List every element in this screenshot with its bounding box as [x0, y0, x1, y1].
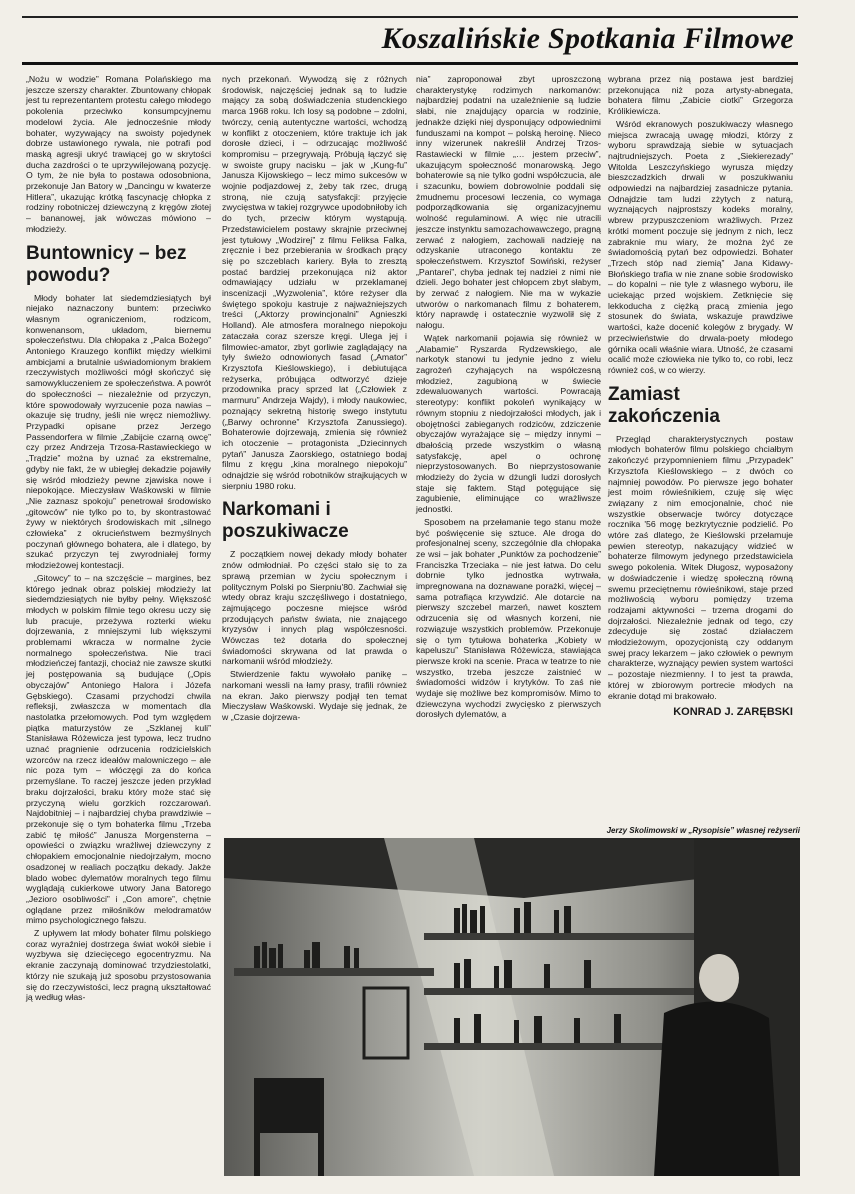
- column-4: [608, 74, 793, 824]
- column-3: [416, 74, 601, 824]
- paragraph: Z upływem lat młody bohater filmu polskiego coraz wyraźniej dostrzega świat wokół siebie i wyzbywa się dziecięcego egocentryzmu. Na ekranie zaczynają dominować trzydziestolatki, którzy nie szukają już sposobu przystosowania się do rzeczywistości, lecz pragną ukształtować ją według włas-: [26, 928, 211, 1003]
- paragraph: „Nożu w wodzie” Romana Polańskiego ma jeszcze szerszy charakter. Zbuntowany chłopak jest tu reprezentantem protestu całego młodego pokolenia przeciwko konsumpcyjnemu modelowi życia. Ale jednocześnie młody bohater, wyzywający na swoisty pojedynek dobrze ustawionego rywala, nie potrafi pod maską agresji ukryć trawiącej go w skrytości ducha zazdrości o te uprzywilejowaną pozycję. O tym, że nie była to postawa odosobniona, przekonuje Jan Batory w „Dancingu w kwaterze Hitlera”, ukazując krótką fascynację chłopka z rodziny robotniczej dziewczyną z kręgów złotej – bananowej, jak wówczas mówiono – młodzieży.: [26, 74, 211, 234]
- column-2: [222, 74, 407, 824]
- paragraph: Wśród ekranowych poszukiwaczy własnego miejsca zwracają uwagę młodzi, którzy z wyboru sprawdzają siebie w sytuacjach najtrudniejszych. Poeta z „Siekierezady” Witolda Leszczyńskiego wyrusza między bieszczadzkich drwali w poszukiwaniu odpowiedzi na najbardziej zasadnicze pytania. Odnajdzie tam ludzi zżytych z naturą, wyznających najprostszy kodeks moralny, wbrew przypuszczeniom wrażliwych. Przez krótki moment poczuje się jednym z nich, lecz zabraknie mu wiary, że można żyć ze świadomością pytań bez odpowiedzi. Bohater „Trzech stóp nad ziemią” Jana Kidawy-Błońskiego trafia w nie znane sobie środowisko – do kopalni – nie tyle z własnego wyboru, ile uciekając przed wojskiem. Zetknięcie się lekkoducha z ciężką pracą zmienia jego stosunek do świata, wskazuje prawdziwe wartości, każe docenić kolegów z brygady. W przeciwieństwie do drwala-poety młodego górnika ocali właśnie wiara. Utność, że czasami ocalić może człowieka nie tylko to, co robi, lecz również coś, w co wierzy.: [608, 118, 793, 375]
- author-signature: KONRAD J. ZARĘBSKI: [673, 706, 793, 719]
- top-rule: [22, 16, 798, 18]
- section-heading: Narkomani i poszukiwacze: [222, 499, 349, 543]
- paragraph: „Gitowcy” to – na szczęście – margines, bez którego jednak obraz polskiej młodzieży lat siedemdziesiątych nie byłby pełny. Większość młodych w polskim filmie tego okresu uczy się lub pracuje, przeżywa rozterki wieku dojrzewania, z mniejszymi lub większymi problemami wkracza w normalne życie normalnego społeczeństwa. Nie traci młodzieńczej fantazji, chociaż nie zawsze skutki jej postępowania są budujące („Opis obyczajów” Antoniego Halora i Józefa Gębskiego). Czasami przychodzi chwila refleksji, zwłaszcza w momentach dla nastolatka przełomowych. Pod tym względem piątka maturzystów ze „Szklanej kuli” Stanisława Różewicza jest typowa, lecz trudno uznać pragnienie odrzucenia rodzicielskich wzorców na rzecz ideałów malowniczego – ale nic poza tym – włóczęgi za do końca przemyślane. To raczej jeszcze jeden przykład braku dojrzałości, braku który może stać się przyczyną wielu gorzkich rozczarowań. Najdobitniej – i najbardziej chyba prawdziwie – przekonuje się o tym bohaterka filmu „Trzeba zabić tę miłość” Janusza Morgensterna – opowieści o związku wrażliwej dziewczyny z chłopakiem emocjonalnie niedojrzałym, mocno osadzonej w realiach początku dekady. Jakże blado wobec dylematów moralnych tego filmu wyglądają cukierkowe utwory Jana Batorego „Jezioro osobliwości” i „Con amore”, chętnie oglądane przez miłośników melodramatów mimo psychologicznego fałszu.: [26, 572, 211, 926]
- paragraph: Z początkiem nowej dekady młody bohater znów odmłodniał. Po części stało się to za sprawą przemian w życiu społecznym i politycznym Polski po Sierpniu'80. Zachwiał się wtedy obraz kraju szczęśliwego i dostatniego, zajmującego poczesne miejsce wśród przodujących państw świata, nie znającego kryzysów i innych plag współczesności. Wówczas też dotarła do społecznej świadomości skrywana od lat prawda o narkomanii wśród młodzieży.: [222, 549, 407, 667]
- paragraph: Przegląd charakterystycznych postaw młodych bohaterów filmu polskiego chciałbym zakończyć przypomnieniem filmu „Przypadek” Krzysztofa Kieślowskiego – z dwóch co najmniej powodów. Po pierwsze jego bohater jest moim rówieśnikiem, czuję się więc związany z nim emocjonalnie, choć nie wszystkie obserwacje twórcy dotyczące rocznika '56 mogę bezkrytycznie podzielić. Po wtóre zaś dlatego, że Kieślowski przełamuje pewien stereotyp, nakazujący widzieć w bohaterze filmowym jedynego przedstawiciela swego pokolenia. Witek Długosz, wyposażony w doświadczenie i wiedzę społeczną równą swemu przeciętnemu rówieśnikowi, staje przed możliwością wyboru pomiędzy trzema rodzajami aktywności – trzema drogami do dojrzałości. Niezależnie jednak od tego, czy zdecyduje się zostać działaczem młodzieżowym, opozycjonistą czy oddanym swej pracy lekarzem – jako człowiek o pewnym charakterze, wyznający pewien system wartości – pozostaje niezmienny. I to jest ta prawda, której w zbiorowym portrecie młodych na ekranie dotąd mi brakowało.: [608, 433, 793, 701]
- paragraph: Młody bohater lat siedemdziesiątych był niejako naznaczony buntem: przeciwko własnym ograniczeniom, rodzicom, konwenansom, układom, biernemu społeczeństwu. Dla chłopaka z „Palca Bożego” Antoniego Krauzego konflikt między wielkimi ambicjami a brutalnie uświadomionym brakiem rzeczywistych możliwości mógł skończyć się samowykluczeniem ze społeczeństwa. A powrót do społeczności – niezależnie od przyczyn, które spowodowały wyrzucenie poza nawias – okazuje się trudny, jeśli nie wręcz niemożliwy. Przypadki opisane przez Jerzego Passendorfera w filmie „Zabijcie czarną owcę” czy przez Andrzeja Trzosa-Rastawieckiego w „Trądzie” można by uznać za ekstremalne, gdyby nie fakt, że w ubiegłej dekadzie pojawiły się wśród młodzieży pewne zjawiska nowe i niepokojące. Mieczysław Waśkowski w filmie „Nie zaznasz spokoju” penetrował środowisko „gitowców” nie tylko po to, by skontrastować żywy w niektórych środowiskach mit „silnego człowieka” z okrucieństwem bezmyślnych poczynań głównego bohatera, ale i dlatego, by szukać przyczyn tej zwyrodniałej formy młodzieżowej kontestacji.: [26, 292, 211, 571]
- paragraph: Stwierdzenie faktu wywołało panikę – narkomani wessli na łamy prasy, trafili również na ekran. Jako pierwszy podjął ten temat Mieczysław Waśkowski. Wydaje się jednak, że w „Czasie dojrzewa-: [222, 669, 407, 722]
- section-heading: Zamiast zakończenia: [608, 383, 720, 427]
- column-1: [26, 74, 211, 1174]
- paragraph: nych przekonań. Wywodzą się z różnych środowisk, najczęściej jednak są to ludzie mający za sobą doświadczenia studenckiego marca 1968 roku. Ich losy są podobne – zdolni, twórczy, cenią autentyczne wartości, wchodzą w konflikt z otoczeniem, które traktuje ich jak dorosłe dzieci, i – odrzucając możliwość kompromisu – przegrywają. Próbują łączyć się w swoiste grupy nacisku – jak w „Kung-fu” Janusza Kijowskiego – lecz mimo sukcesów w wojnie podjazdowej z, żeby tak rzec, drugą stroną, nie czują satysfakcji: przyjęcie zwycięstwa w takiej rozgrywce upodobniłoby ich do tych, przeciw którym wystąpują. Przedstawicielem postawy skrajnie przeciwnej jest tytułowy „Wodzirej” z filmu Feliksa Falka, zręcznie i bez przebierania w środkach prący się po szczeblach kariery. Była to zresztą postać bardziej przekonująca niż aktor odmawiający udziału w przeklamanej inscenizacji „Wyzwolenia”, które reżyser dla świętego spokoju kastruje z najważniejszych treści („Aktorzy prowincjonalni” Agnieszki Holland). Ale atmosfera moralnego niepokoju zataczała coraz szersze kręgi. Ulega jej i filmowiec-amator, zbyt gorliwie zaglądający na tyły świeżo odnowionych fasad („Amator” Krzysztofa Kieślowskiego), i debiutująca reżyserka, próbująca odtworzyć dzieje przodownika pracy sprzed lat („Człowiek z marmuru” Andrzeja Wajdy), i młody naukowiec, poznający sekretną historię swego instytutu („Barwy ochronne” Krzysztofa Zanussiego). Bohaterowie dojrzewają, zmienia się również ich otoczenie – protagonista „Dziecinnych pytań” Janusza Zaorskiego, ostatniego bodaj filmu z kręgu „kina moralnego niepokoju” odnajdzie się wśród robotników strajkujących w sierpniu 1980 roku.: [222, 74, 407, 491]
- photo-illustration: [224, 838, 800, 1176]
- film-still-photo: [224, 838, 800, 1176]
- masthead: [22, 22, 798, 65]
- paragraph: nia” zaproponował zbyt uproszczoną charakterystykę rodzimych narkomanów: najbardziej podatni na uzależnienie są ludzie słabi, nie znajdujący oparcia w rodzinie, jednakże dzięki niej dysponujący odpowiednimi funduszami na kompot – polską heroinę. Nieco inny wizerunek nakreślił Andrzej Trzos-Rastawiecki w filmie „… jestem przeciw”, ukazującym społeczność monarowską. Jego bohaterowie są nie tylko godni współczucia, ale i szacunku, bowiem dobrowolnie poddali się żmudnemu procesowi leczenia, co wymaga podporządkowania się organizacyjnemu wolność regulaminowi. A więc nie utracili jeszcze instynktu samozachowawczego, pragną zerwać z nałogiem, zachowali nadzieję na odzyskanie utraconego kontaktu ze społeczeństwem. Krzysztof Sowiński, reżyser „Pantarei”, chyba jednak tej nadziei z nimi nie dzieli. Jego bohater jest chłopcem zbyt słabym, by zerwać z nałogiem. Nie ma w wykazie utworów o narkomanach filmu z bohaterem, który naprawdę i ostatecznie wyzwolił się z nałogu.: [416, 74, 601, 331]
- masthead-title: Koszalińskie Spotkania Filmowe: [381, 22, 794, 55]
- paragraph: Wątek narkomanii pojawia się również w „Alabamie” Ryszarda Rydzewskiego, ale narkotyk stanowi tu jedynie jedno z wielu zagrożeń czyhających na współczesną młodzież, zagubioną w świecie zdewaluowanych wartości. Powracają stereotypy: konflikt pokoleń wynikający w równym stopniu z niedojrzałości młodych, jak i obojętności zabieganych rodziców, zdziczenie obyczajów wyrażające się – między innymi – dbałością przede wszystkim o własną satysfakcję, apel o ochronę nieprzystosowanych. Bo nieprzystosowanie młodzieży do życia w dżungli ludzi dorosłych staje się faktem. Stąd potęgujące się zagubienie, eliminujące co wrażliwsze jednostki.: [416, 332, 601, 515]
- photo-caption: Jerzy Skolimowski w „Rysopisie” własnej reżyserii: [606, 826, 800, 835]
- section-heading: Buntownicy – bez powodu?: [26, 242, 187, 286]
- paragraph: Sposobem na przełamanie tego stanu może być poświęcenie się sztuce. Ale droga do profesjonalnej sceny, szczególnie dla chłopaka ze wsi – jak bohater „Punktów za pochodzenie” Franciszka Trzeciaka – nie jest łatwa. Do celu dobrnie tylko jednostka wytrwała, impregnowana na doznawane porażki, więcej – sama potrafiąca krzywdzić. Ale dotarcie na pierwszy szczebel marzeń, nawet kosztem odrzucenia się od własnych korzeni, nie rozwiązuje wszystkich problemów. Przekonuje się o tym tytułowa bohaterka „Kobiety w kapeluszu” Stanisława Różewicza, stawiająca pierwsze kroki na scenie. Praca w teatrze to nie wszystko, trzeba jeszcze zaistnieć w świadomości widzów i krytyków. To zaś nie wydaje się możliwe bez kompromisów. Mimo to dziewczyna wychodzi zwycięsko z pierwszych dorosłych dylematów, a: [416, 516, 601, 720]
- paragraph: wybrana przez nią postawa jest bardziej przekonująca niż poza artysty-abnegata, bohatera filmu „Zabicie ciotki” Grzegorza Królikiewicza.: [608, 74, 793, 117]
